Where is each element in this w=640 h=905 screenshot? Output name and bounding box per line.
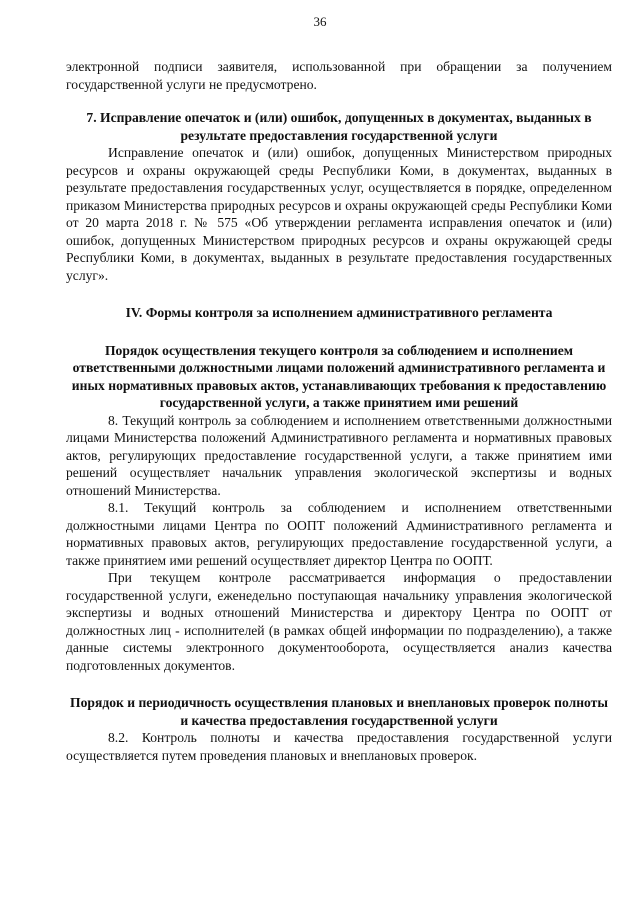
spacer: [66, 674, 612, 694]
current-control-heading: Порядок осуществления текущего контроля за соблюдением и исполнением ответственными должностными лицами положений административного регламента и иных нормативных правовых актов, устанавливающих требования к предоставлению государственной услуги, а также принятием ими решений: [71, 342, 607, 410]
page-number: 36: [313, 14, 327, 29]
paragraph-8-2: 8.2. Контроль полноты и качества предоставления государственной услуги осуществляется путем проведения плановых и внеплановых проверок.: [66, 730, 612, 763]
chapter-iv-heading: IV. Формы контроля за исполнением административного регламента: [125, 305, 553, 320]
spacer: [66, 322, 612, 342]
planned-inspections-heading: Порядок и периодичность осуществления плановых и внеплановых проверок полноты и качества предоставления государственной услуги: [70, 695, 608, 728]
spacer: [66, 93, 612, 109]
paragraph-8: 8. Текущий контроль за соблюдением и исполнением ответственными должностными лицами Министерства положений Административного регламента и нормативных правовых актов, регулирующих предоставление государственной услуги, а также принятием ими решений осуществляет начальник управления экологической экспертизы и водных отношений Министерства.: [66, 412, 612, 498]
document-body: [66, 58, 612, 764]
section-7-heading: 7. Исправление опечаток и (или) ошибок, допущенных в документах, выданных в результате предоставления государственной услуги: [86, 110, 592, 143]
paragraph-current-control-info: При текущем контроле рассматривается информация о предоставлении государственной услуги, еженедельно поступающая начальнику управления экологической экспертизы и водных отношений Министерства и директору Центра по ООПТ от должностных лиц - исполнителей (в рамках общей информации по подразделению), а также данные системы электронного документооборота, осуществляется анализ качества подготовленных документов.: [66, 570, 612, 673]
paragraph-8-1: 8.1. Текущий контроль за соблюдением и исполнением ответственными должностными лицами Центра по ООПТ положений Административного регламента и нормативных правовых актов, регулирующих предоставление государственной услуги, а также принятием ими решений осуществляет директор Центра по ООПТ.: [66, 500, 612, 568]
section-7-paragraph: Исправление опечаток и (или) ошибок, допущенных Министерством природных ресурсов и охраны окружающей среды Республики Коми, в документах, выданных в результате предоставления государственных услуг, осуществляется в порядке, определенном приказом Министерства природных ресурсов и охраны окружающей среды Республики Коми от 20 марта 2018 г. № 575 «Об утверждении регламента исправления опечаток и (или) ошибок, допущенных Министерством природных ресурсов и охраны окружающей среды Республики Коми, в документах, выданных в результате предоставления государственных услуг».: [66, 145, 612, 283]
paragraph-intro: электронной подписи заявителя, использованной при обращении за получением государственной услуги не предусмотрено.: [66, 59, 612, 92]
spacer: [66, 284, 612, 304]
